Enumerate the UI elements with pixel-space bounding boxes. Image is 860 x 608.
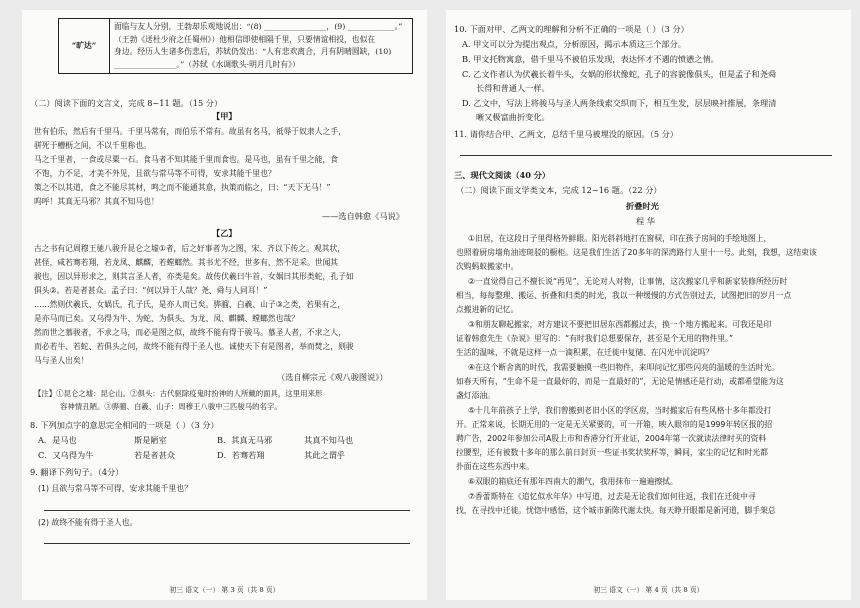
paragraph-line: ⑥双眼的箱底还有那年四南大的潮气，我用抹布一遍遍擦拭。 <box>468 477 678 486</box>
paragraph-line: 开。正常来说，长期无用的一定是无关紧要的，可一开箱，映入眼帘的是1999年转区报的招 <box>456 420 773 429</box>
table-line: ________________。”（苏轼《水调歌头·明月几时有》） <box>114 59 300 69</box>
paragraph-line: 生活的温味，不就是这样一点一滴积累，在迁徙中复储、在闪光中沉淀吗？ <box>456 348 714 357</box>
jia-title: 【甲】 <box>212 111 237 121</box>
q9-stem: 9. 翻译下列句子。（4分） <box>30 467 124 477</box>
poetry-fill-table <box>58 18 413 74</box>
note-line: 【注】①昆仑之墟：昆仑山。②俱头：古代驱除疫鬼时扮神的人所戴的面具，这里用来形 <box>34 389 323 398</box>
q10-option: C. 乙文作者认为伏羲长着牛头，女娲的形状像蛇，孔子的容貌像俱头，但是孟子和尧舜 <box>462 69 777 79</box>
q8-option-b: B．其真无马邪 <box>217 435 273 445</box>
article-title: 折叠时光 <box>626 201 659 211</box>
q9-sentence-1: (1) 且欲与常马等不可得，安求其能千里也？ <box>38 484 192 493</box>
q8-option-d2: 其此之谓乎 <box>304 450 345 460</box>
jia-source: ——选自韩愈《马说》 <box>322 211 404 221</box>
yi-line: 而必若牛、若蛇、若俱头之问，故终不能有得于圣人也。诚使天下有是图者，举而焚之，则骏 <box>34 342 354 351</box>
yi-line: 马与圣人出矣！ <box>34 356 89 365</box>
page-footer: 初三 语文（一） 第 4 页（共 8 页） <box>593 586 704 594</box>
table-line: 身边。经历人生诸多伤悲后，苏轼仍发出：“人有悲欢离合，月有阴晴圆缺，(10) <box>114 47 392 56</box>
paragraph-line: 聘广告，2002年参加公司A股上市和香港分行开业证，2004年第一次就读法律时买的资料 <box>456 434 767 443</box>
jia-line: 骈死于槽枥之间，不以千里称也。 <box>34 141 151 150</box>
q10-option: 长得和普通人一样。 <box>476 83 550 93</box>
section-title: （二）阅读下面的文言文，完成 8~11 题。（15 分） <box>30 98 223 108</box>
yi-source: （选自柳宗元《观八骏图说》） <box>277 372 388 382</box>
jia-line: 马之千里者，一食或尽粟一石。食马者不知其能千里而食也。是马也，虽有千里之能，食 <box>34 155 339 164</box>
paragraph-line: 证着韩愈先生《杂说》里写的：“有时我们总想要保存，甚至是个无用的物件里。” <box>456 334 734 343</box>
yi-line: 古之书有记周穆王驰八骏升昆仑之墟①者，后之好事者为之图，宋、齐以下传之。观其状， <box>34 244 346 253</box>
paragraph-line: 如春天所有，“生命不是一直最好的，而是一直最好的”，无论是情感还是行动，或都希望能为这 <box>456 377 784 386</box>
paragraph-line: ②一直觉得自己不擅长说“再见”，无论对人对物，让事情，这次搬家几乎和新家装修所经历时 <box>468 277 788 286</box>
yi-line: 甚怪，咸若骞若翔，若龙凤、麒麟，若螳螂然。其书尤不经，世多有，然不足采。世闻其 <box>34 258 339 267</box>
article-author: 程 华 <box>636 216 655 226</box>
table-label: “旷达” <box>59 19 110 74</box>
q8-option-a2: 斯是陋室 <box>134 435 167 445</box>
right-page <box>446 10 851 600</box>
q8-option-b2: 其真不知马也 <box>304 435 354 445</box>
q8-stem: 8. 下列加点字的意思完全相同的一项是（ ）（3 分） <box>30 420 219 430</box>
q10-option: B. 甲文托物寓意，借千里马不被伯乐发现，表达怀才不遇的愤懑之情。 <box>462 54 719 64</box>
answer-line <box>44 543 410 544</box>
q11-stem: 11. 请你结合甲、乙两文，总结千里马被埋没的原因。（5 分） <box>454 129 679 139</box>
yi-title: 【乙】 <box>212 228 237 238</box>
q10-stem: 10. 下面对甲、乙两文的理解和分析不正确的一项是（ ）（3 分） <box>454 24 689 34</box>
q9-sentence-2: (2) 故终不能有得于圣人也。 <box>38 518 138 527</box>
paragraph-line: 相当，每每整理、搬运、折叠和归类的时光，我以一种缓慢的方式告别过去，试图把旧的岁月一点 <box>456 291 792 300</box>
jia-line: 呜呼！其真无马邪？其真不知马也！ <box>34 197 159 206</box>
q8-option-a: A．是马也 <box>38 435 77 445</box>
paragraph-line: 次购蚂蚁搬家中。 <box>456 262 519 271</box>
page-footer: 初三 语文（一） 第 3 页（共 8 页） <box>169 586 280 594</box>
subsection-title: （二）阅读下面文学类文本，完成 12~16 题。（22 分） <box>456 185 662 195</box>
q8-option-d: D．若骞若翔 <box>217 450 265 460</box>
yi-line: 是亦马而已矣。又乌得为牛、为蛇、为俱头、为龙、凤、麒麟、螳螂然也哉？ <box>34 314 300 323</box>
paragraph-line: 盏灯添油。 <box>456 391 495 400</box>
yi-line: 俱头②。若是者甚众。孟子曰：“何以异于人哉？尧、舜与人同耳！” <box>34 286 268 295</box>
jia-line: 世有伯乐，然后有千里马。千里马常有，而伯乐不常有。故虽有名马，祗辱于奴隶人之手， <box>34 127 346 136</box>
paragraph-line: 找，在寻找中迁徙。忧惚中感悟，这个城市新陈代谢太快。每天睁开眼都是新河道，脚手架总 <box>456 506 776 515</box>
paragraph-line: ⑤十几年前孩子上学，我们曾搬到老旧小区的学区房，当时搬家后有些风格十多年都没打 <box>468 406 772 415</box>
paragraph-line: ③和朋友聊起搬家，对方建议不要把旧居东西都搬过去，换一个地方搬起来。可我还是印 <box>468 320 772 329</box>
table-content <box>110 19 413 74</box>
q8-option-c2: 若是者甚众 <box>134 450 175 460</box>
answer-line <box>44 510 410 511</box>
yi-line: 然而世之慕骏者，不求之马，而必是图之似，故终不能有得于骏马。慕圣人者，不求之人， <box>34 328 346 337</box>
note-line: 容神情丑陋。③骅骝、白羲、山子：周穆王八骏中三匹骏马的名字。 <box>60 402 282 411</box>
section-title: 三、现代文阅读（40 分） <box>454 170 551 180</box>
answer-line <box>460 155 832 156</box>
paragraph-line: ⑦香蕾斯特在《追忆似水年华》中写道，过去是无论我们如何往返，我们在迁徙中寻 <box>468 492 756 501</box>
jia-line: 不饱，力不足，才美不外见，且欲与常马等不可得，安求其能千里也？ <box>34 169 276 178</box>
table-line: （王勃《送杜少府之任蜀州》）他相信即使相隔千里，只要情谊相投，也似在 <box>114 34 376 44</box>
paragraph-line: 扑面在这些东西中来。 <box>456 462 534 471</box>
yi-line: 骏也，因以异形求之，则其言圣人者，亦类是矣。故传伏羲曰牛首，女娲曰其形类蛇，孔子如 <box>34 272 354 281</box>
left-page <box>22 10 427 600</box>
paragraph-line: ④在这个断舍离的时代，我需要触摸一些旧物件，来叩问记忆那些闪亮的温暖的生活时光。 <box>468 363 780 372</box>
yi-line: ……然则伏羲氏、女娲氏，孔子氏，是亦人而已矣。骅骝、白羲、山子③之类，若果有之， <box>34 300 346 309</box>
table-line: 面临与友人分别，王勃却乐观地说出：“(8) ________________，(9) ____________。” <box>114 22 403 31</box>
q10-option: 晰又极富曲折变化。 <box>476 112 550 122</box>
paragraph-line: 也照着厨房墙角油迹斑驳的橱柜。这是我们生活了20多年的深湾路行人里十一号。此刻，我想，这结束该 <box>456 248 817 257</box>
q10-option: D. 乙文中，写法上将骏马与圣人两条线索交织而下，相互生发，层层映衬推展，条理清 <box>462 98 777 108</box>
paragraph-line: ①旧居，在这段日子里得格外鲜眼。阳光斜斜地打在窗棂，印在孩子房间的手绘地图上， <box>468 234 772 243</box>
paragraph-line: 拉腰型，还有被数十多年的那么前日封页一些证书奖状奖杯等，瞬间，家尘的记忆和时光都 <box>456 448 768 457</box>
q10-option: A. 甲文可以分为提出观点，分析原因，揭示本质这三个部分。 <box>462 39 686 49</box>
jia-line: 策之不以其道，食之不能尽其材，鸣之而不能通其意，执策而临之，曰：“天下无马！” <box>34 183 331 192</box>
paragraph-line: 点搬进新的记忆。 <box>456 305 519 314</box>
q8-option-c: C．又乌得为牛 <box>38 450 94 460</box>
